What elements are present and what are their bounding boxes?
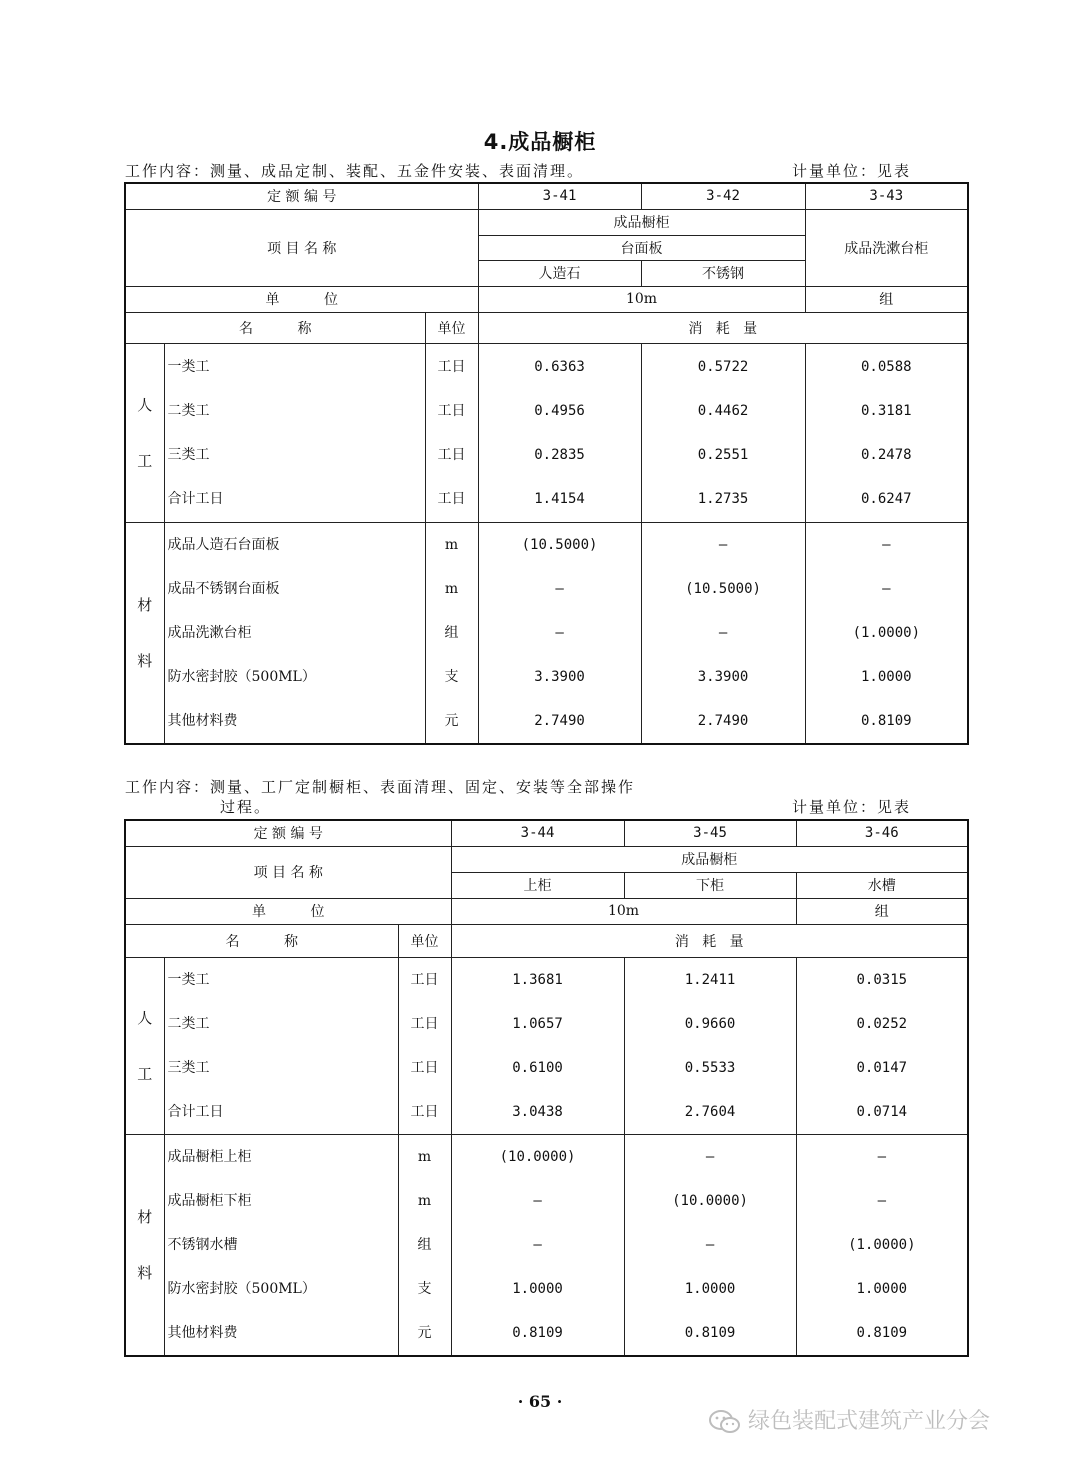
- row-name: 三类工: [167, 446, 210, 463]
- code-cell: 3-41: [478, 183, 641, 209]
- value-cell: —: [533, 1236, 542, 1253]
- value-cell: —: [882, 580, 891, 597]
- value-cell: (10.5000): [685, 580, 761, 597]
- consumption-label: 消 耗 量: [478, 312, 968, 343]
- value-cell: (1.0000): [848, 1236, 916, 1253]
- value-cell: 1.0000: [860, 668, 912, 685]
- quota-table-1: [124, 182, 969, 745]
- row-unit: m: [417, 1148, 432, 1165]
- unit-col-label: 单位: [398, 924, 451, 957]
- labor-values: [624, 957, 796, 1134]
- item-header: 成品洗漱台柜: [805, 209, 968, 286]
- value-cell: 0.6363: [534, 358, 585, 375]
- row-unit: 工日: [410, 1059, 439, 1076]
- labor-category: [125, 957, 164, 1134]
- value-cell: 0.2835: [534, 446, 585, 463]
- labor-units: [398, 957, 451, 1134]
- name-col-label: 名 称: [125, 924, 398, 957]
- unit-value: 10m: [451, 898, 796, 924]
- material-category: [125, 1134, 164, 1356]
- row-unit: 元: [417, 1324, 432, 1341]
- row-unit: m: [444, 580, 459, 597]
- work-content-1: 工作内容：测量、成品定制、装配、五金件安装、表面清理。: [125, 162, 585, 180]
- row-name: 二类工: [167, 402, 210, 419]
- work-content-2-cont: 过程。: [220, 798, 272, 816]
- category-char: 人: [137, 1008, 153, 1027]
- category-char: 料: [137, 651, 153, 670]
- row-unit: 支: [444, 668, 459, 685]
- name-col-label: 名 称: [125, 312, 425, 343]
- value-cell: (10.0000): [499, 1148, 576, 1165]
- unit-value: 组: [796, 898, 968, 924]
- row-unit: 工日: [437, 446, 466, 463]
- unit-col-label: 单位: [425, 312, 478, 343]
- labor-values: [478, 343, 641, 522]
- quota-table-2: [124, 819, 969, 1357]
- value-cell: 0.9660: [684, 1015, 736, 1032]
- row-unit: 支: [417, 1280, 432, 1297]
- material-units: [398, 1134, 451, 1356]
- row-unit: 工日: [410, 1015, 439, 1032]
- category-char: 人: [137, 395, 153, 414]
- row-name: 合计工日: [167, 1103, 224, 1120]
- group-header: 成品橱柜: [451, 846, 968, 872]
- value-cell: 0.5533: [684, 1059, 736, 1076]
- watermark-text: 绿色装配式建筑产业分会: [748, 1409, 991, 1434]
- value-cell: 0.6247: [860, 490, 912, 507]
- material-units: [425, 522, 478, 744]
- row-name: 三类工: [167, 1059, 210, 1076]
- row-name: 其他材料费: [167, 712, 238, 729]
- row-name: 一类工: [167, 358, 210, 375]
- row-name: 成品人造石台面板: [167, 536, 280, 553]
- code-cell: 3-46: [796, 820, 968, 846]
- value-cell: (10.0000): [672, 1192, 748, 1209]
- material-values: [478, 522, 641, 744]
- labor-names: [164, 957, 398, 1134]
- code-label: 定 额 编 号: [125, 183, 478, 209]
- category-char: 工: [137, 451, 153, 470]
- material-names: [164, 522, 425, 744]
- value-cell: 0.6100: [512, 1059, 563, 1076]
- value-cell: 1.0000: [856, 1280, 908, 1297]
- row-unit: 工日: [437, 490, 466, 507]
- value-cell: 1.0000: [684, 1280, 736, 1297]
- row-name: 合计工日: [167, 490, 224, 507]
- row-name: 不锈钢水槽: [167, 1236, 238, 1253]
- row-unit: 组: [444, 624, 459, 641]
- material-values: [641, 522, 805, 744]
- value-cell: 0.2478: [860, 446, 912, 463]
- value-cell: 2.7490: [697, 712, 749, 729]
- labor-values: [796, 957, 968, 1134]
- value-cell: —: [718, 624, 728, 641]
- material-values: [451, 1134, 624, 1356]
- code-cell: 3-44: [451, 820, 624, 846]
- subgroup-header: 台面板: [478, 235, 805, 260]
- work-content-2: 工作内容：测量、工厂定制橱柜、表面清理、固定、安装等全部操作: [125, 778, 636, 796]
- material-names: [164, 1134, 398, 1356]
- value-cell: —: [877, 1192, 886, 1209]
- category-char: 料: [137, 1263, 153, 1282]
- code-cell: 3-45: [624, 820, 796, 846]
- row-unit: m: [417, 1192, 432, 1209]
- value-cell: —: [555, 624, 564, 641]
- labor-values: [805, 343, 968, 522]
- value-cell: 1.0657: [512, 1015, 563, 1032]
- material-values: [805, 522, 968, 744]
- value-cell: —: [555, 580, 564, 597]
- unit-note-2: 计量单位：见表: [792, 798, 912, 816]
- value-cell: 0.3181: [860, 402, 912, 419]
- value-cell: 1.3681: [512, 971, 563, 988]
- value-cell: 0.0147: [856, 1059, 908, 1076]
- labor-category: [125, 343, 164, 522]
- value-cell: 2.7490: [534, 712, 585, 729]
- value-cell: 0.0714: [856, 1103, 908, 1120]
- value-cell: 1.4154: [534, 490, 585, 507]
- row-name: 成品洗漱台柜: [167, 624, 252, 641]
- code-cell: 3-42: [641, 183, 805, 209]
- value-cell: —: [718, 536, 728, 553]
- code-cell: 3-43: [805, 183, 968, 209]
- row-name: 防水密封胶（500ML）: [167, 1280, 316, 1297]
- row-name: 成品不锈钢台面板: [167, 580, 280, 597]
- value-cell: 1.0000: [512, 1280, 563, 1297]
- value-cell: 0.8109: [684, 1324, 736, 1341]
- row-unit: 工日: [437, 402, 466, 419]
- labor-units: [425, 343, 478, 522]
- unit-note-1: 计量单位：见表: [792, 162, 912, 180]
- material-values: [624, 1134, 796, 1356]
- sub-item-header: 上柜: [451, 872, 624, 898]
- row-unit: 组: [417, 1236, 432, 1253]
- sub-item-header: 水槽: [796, 872, 968, 898]
- item-name-label: 项 目 名 称: [125, 209, 478, 286]
- labor-values: [641, 343, 805, 522]
- value-cell: 0.8109: [856, 1324, 908, 1341]
- value-cell: 1.2735: [697, 490, 749, 507]
- row-name: 其他材料费: [167, 1324, 238, 1341]
- code-label: 定 额 编 号: [125, 820, 451, 846]
- material-category: [125, 522, 164, 744]
- unit-value: 组: [805, 286, 968, 312]
- value-cell: 0.0252: [856, 1015, 908, 1032]
- value-cell: (1.0000): [852, 624, 920, 641]
- wechat-icon: [708, 1409, 742, 1435]
- value-cell: 0.0315: [856, 971, 908, 988]
- page-number: · 65 ·: [517, 1392, 563, 1411]
- value-cell: —: [882, 536, 891, 553]
- row-unit: 工日: [410, 1103, 439, 1120]
- row-unit: m: [444, 536, 459, 553]
- row-name: 一类工: [167, 971, 210, 988]
- item-name-label: 项 目 名 称: [125, 846, 451, 898]
- value-cell: (10.5000): [521, 536, 598, 553]
- sub-item-header: 不锈钢: [641, 260, 805, 286]
- value-cell: 0.8109: [512, 1324, 563, 1341]
- row-unit: 元: [444, 712, 459, 729]
- row-name: 成品橱柜上柜: [167, 1148, 252, 1165]
- value-cell: —: [705, 1148, 715, 1165]
- value-cell: 0.8109: [860, 712, 912, 729]
- value-cell: 0.4462: [697, 402, 749, 419]
- value-cell: 0.5722: [697, 358, 749, 375]
- unit-value: 10m: [478, 286, 805, 312]
- value-cell: —: [533, 1192, 542, 1209]
- value-cell: 0.2551: [697, 446, 749, 463]
- value-cell: —: [877, 1148, 886, 1165]
- consumption-label: 消 耗 量: [451, 924, 968, 957]
- value-cell: 2.7604: [684, 1103, 736, 1120]
- value-cell: 3.0438: [512, 1103, 563, 1120]
- row-name: 二类工: [167, 1015, 210, 1032]
- value-cell: 1.2411: [684, 971, 736, 988]
- labor-values: [451, 957, 624, 1134]
- row-name: 防水密封胶（500ML）: [167, 668, 316, 685]
- unit-label: 单 位: [125, 286, 478, 312]
- watermark: [708, 1404, 990, 1435]
- value-cell: 0.4956: [534, 402, 585, 419]
- material-values: [796, 1134, 968, 1356]
- sub-item-header: 下柜: [624, 872, 796, 898]
- value-cell: —: [705, 1236, 715, 1253]
- value-cell: 0.0588: [860, 358, 912, 375]
- value-cell: 3.3900: [534, 668, 585, 685]
- category-char: 材: [137, 595, 153, 614]
- page-title: 4.成品橱柜: [483, 130, 597, 154]
- value-cell: 3.3900: [697, 668, 749, 685]
- row-unit: 工日: [410, 971, 439, 988]
- unit-label: 单 位: [125, 898, 451, 924]
- labor-names: [164, 343, 425, 522]
- row-name: 成品橱柜下柜: [167, 1192, 252, 1209]
- category-char: 工: [137, 1064, 153, 1083]
- row-unit: 工日: [437, 358, 466, 375]
- sub-item-header: 人造石: [478, 260, 641, 286]
- category-char: 材: [137, 1207, 153, 1226]
- group-header: 成品橱柜: [478, 209, 805, 235]
